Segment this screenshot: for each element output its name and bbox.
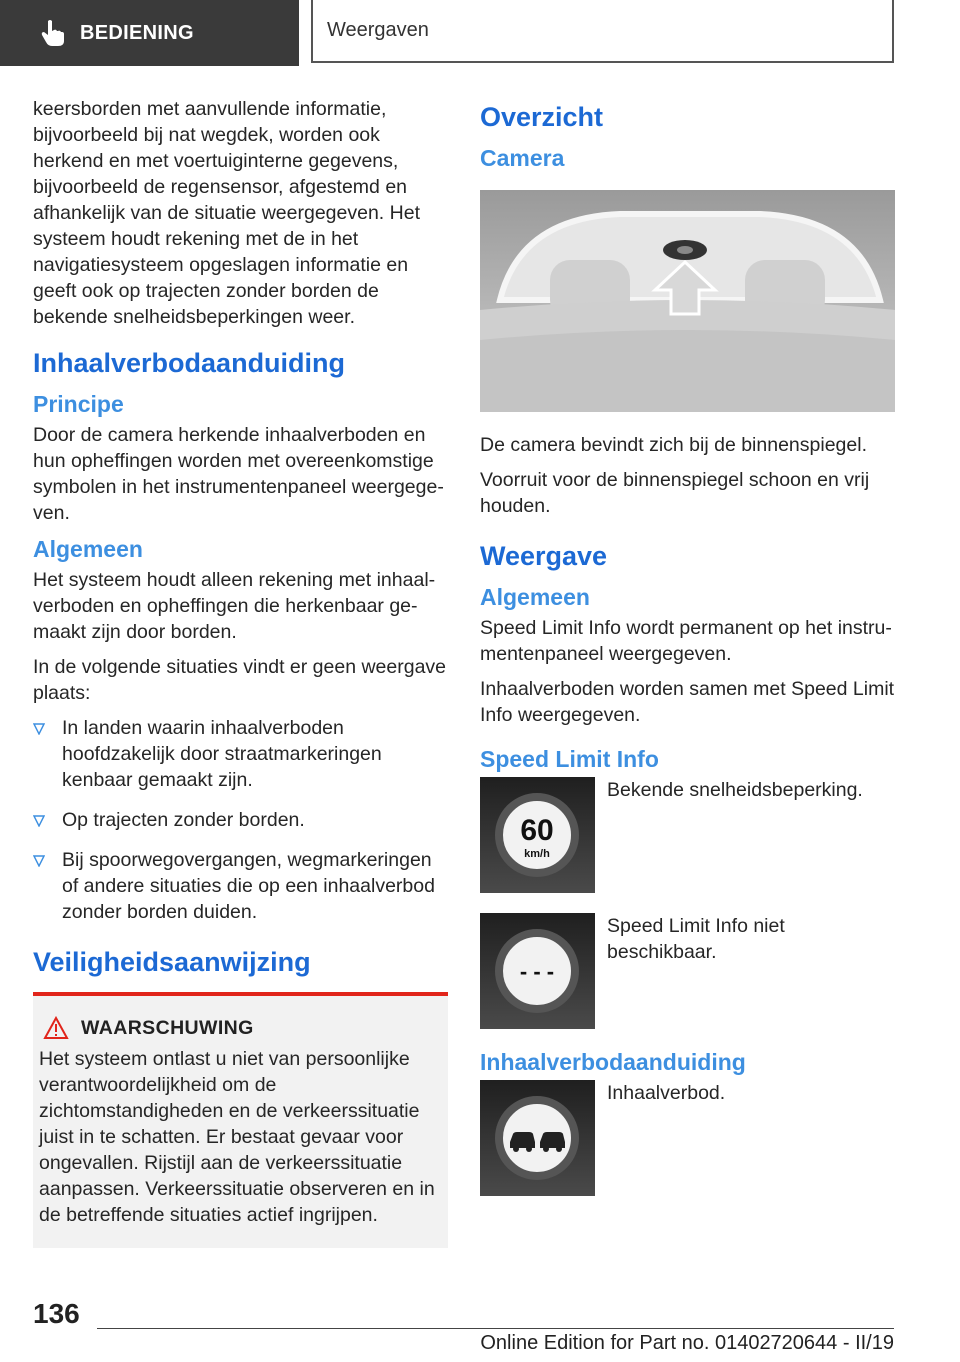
chapter-tab <box>0 0 299 66</box>
heading-overzicht: Overzicht <box>480 102 604 132</box>
speed-limit-known-row <box>480 777 895 893</box>
camera-location-illustration <box>480 190 895 412</box>
svg-text:60: 60 <box>520 814 554 847</box>
section-label: Weergaven <box>327 19 429 41</box>
warning-text: Het systeem ontlast u niet van persoonlijke verantwoordelijkheid om de zichtomstandigheden en de verkeerssituatie juist in te schatten. Er bestaat gevaar voor ongevallen. Rijstijl aan de verkeerssituatie aanpassen. Verkeerssituatie observeren en in de betreffende situaties actief ingrijpen. <box>39 1048 435 1226</box>
chapter-label: BEDIENING <box>80 21 194 44</box>
speed-limit-unavailable-text: Speed Limit Info niet beschikbaar. <box>607 915 785 963</box>
situations-list <box>33 715 448 925</box>
warning-title: WAARSCHUWING <box>81 1016 254 1039</box>
no-overtaking-row <box>480 1080 895 1196</box>
svg-text:km/h: km/h <box>524 848 550 860</box>
no-overtaking-text: Inhaalverbod. <box>607 1082 726 1104</box>
footer-divider <box>97 1328 894 1329</box>
speed-limit-known-text: Bekende snelheidsbeperking. <box>607 779 863 801</box>
camera-paragraph-1: De camera bevindt zich bij de binnenspiegel. <box>480 434 867 456</box>
heading-weergave: Weergave <box>480 541 608 571</box>
left-column <box>33 96 448 1248</box>
weergave-paragraph-1: Speed Limit Info wordt permanent op het instrumentenpaneel weergegeven. <box>480 617 892 665</box>
algemeen-paragraph-2: In de volgende situaties vindt er geen weergave plaats: <box>33 656 447 704</box>
heading-inhaalverbodaanduiding-right: Inhaalverbodaanduiding <box>480 1049 746 1075</box>
hand-pointer-icon <box>40 19 66 47</box>
triangle-bullet-icon <box>33 815 45 827</box>
principe-paragraph: Door de camera herkende inhaalverboden en hun opheffingen worden met overeenkomstige symbolen in het instrumentenpaneel weergegeven. <box>33 424 444 524</box>
section-tab <box>311 0 894 63</box>
speed-limit-unavailable-row <box>480 913 895 1029</box>
edition-text: Online Edition for Part no. 01402720644 - II/19 <box>480 1332 894 1354</box>
camera-paragraph-2: Voorruit voor de binnenspiegel schoon en vrij houden. <box>480 469 870 517</box>
triangle-bullet-icon <box>33 855 45 867</box>
heading-camera: Camera <box>480 145 565 171</box>
speed-limit-sign-icon <box>480 777 595 893</box>
triangle-bullet-icon <box>33 723 45 735</box>
weergave-paragraph-2: Inhaalverboden worden samen met Speed Limit Info weergegeven. <box>480 678 895 726</box>
no-overtaking-sign-icon <box>480 1080 595 1196</box>
heading-speed-limit-info: Speed Limit Info <box>480 746 659 772</box>
page-header <box>0 0 960 66</box>
heading-inhaalverbodaanduiding: Inhaalverbodaanduiding <box>33 348 346 378</box>
page-number: 136 <box>33 1298 80 1329</box>
warning-header <box>39 1016 442 1040</box>
warning-triangle-icon <box>43 1016 69 1040</box>
heading-principe: Principe <box>33 391 124 417</box>
warning-box <box>33 992 448 1248</box>
heading-algemeen: Algemeen <box>33 536 143 562</box>
heading-veiligheidsaanwijzing: Veiligheidsaanwijzing <box>33 947 311 977</box>
algemeen-paragraph-1: Het systeem houdt alleen rekening met inhaalverboden en opheffingen die herkenbaar gemaakt zijn door borden. <box>33 569 436 643</box>
list-item: Op trajecten zonder borden. <box>33 807 448 833</box>
speed-limit-unavailable-icon <box>480 913 595 1029</box>
heading-algemeen-right: Algemeen <box>480 584 590 610</box>
list-item: Bij spoorwegovergangen, wegmarkeringen of andere situaties die op een inhaalverbod zonder borden duiden. <box>33 847 448 925</box>
list-item: In landen waarin inhaalverboden hoofdzakelijk door straatmarkeringen kenbaar gemaakt zijn. <box>33 715 448 793</box>
intro-paragraph: keersborden met aanvullende informatie, bijvoorbeeld bij nat wegdek, worden ook herkend en met voertuiginterne gegevens, bijvoorbeeld de regensensor, afgestemd en afhankelijk van de situatie weergegeven. Het systeem houdt rekening met de in het navigatiesysteem opgeslagen informatie en geeft ook op trajecten zonder borden de bekende snelheidsbeperkingen weer. <box>33 98 420 328</box>
right-column <box>480 96 895 1216</box>
svg-text:- - -: - - - <box>519 959 555 984</box>
